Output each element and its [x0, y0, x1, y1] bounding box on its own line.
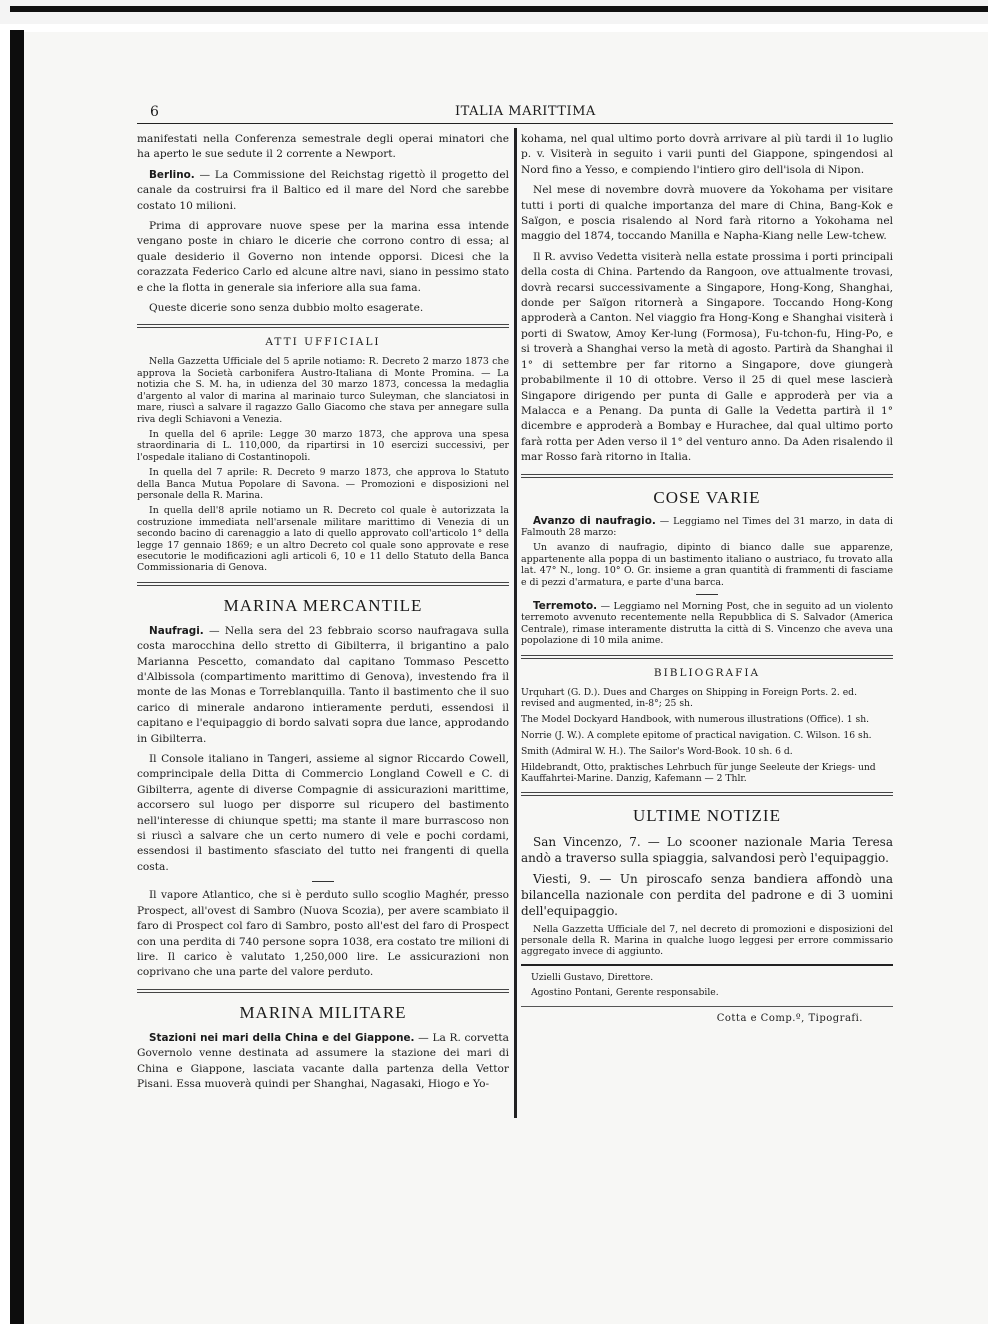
paragraph-text: — La R. corvetta Governolo venne destinata ad assumere la stazione dei mari di China e Giappone, lasciata vacante dalla partenza della Vettor Pisani. Essa muoverà quindi per Shanghai, Nagasaki, Hiogo e Yo- [137, 1031, 509, 1090]
lead-berlino: Berlino. [149, 168, 195, 181]
paragraph-small: In quella del 7 aprile: R. Decreto 9 marzo 1873, che approva lo Statuto della Banca Mutua Popolare di Savona. — Promozioni e disposizioni nel personale della R. Marina. [137, 467, 509, 501]
left-column [137, 132, 509, 1097]
lead-avanzo: Avanzo di naufragio. [533, 514, 656, 527]
paragraph-text: — La Commissione del Reichstag rigettò il progetto del canale da costruirsi fra il Baltico ed il mare del Nord che sarebbe costato 10 milioni. [137, 168, 509, 212]
column-divider [514, 128, 517, 1118]
section-heading-mercantile: MARINA MERCANTILE [223, 595, 423, 615]
paragraph [137, 1031, 509, 1093]
section-heading-ultime: ULTIME NOTIZIE [633, 805, 781, 825]
paragraph: manifestati nella Conferenza semestrale degli operai minatori che ha aperto le sue sedute il 2 corrente a Newport. [137, 133, 509, 161]
paragraph-small: In quella dell'8 aprile notiamo un R. Decreto col quale è autorizzata la costruzione immediata nell'arsenale militare marittimo di Venezia di un secondo bacino di carenaggio a lato di quello approvato coll'articolo 1° della legge 17 gennaio 1869; e un altro Decreto col quale sono approvate e rese esecutorie le modificazioni agli articoli 6, 10 e 11 dello Statuto della Banca Commissionaria di Genova. [137, 505, 509, 574]
paragraph: Nel mese di novembre dovrà muovere da Yokohama per visitare tutti i porti di qualche importanza del mare di China, Bang-Kok e Saïgon, e poscia risalendo al Nord farà ritorno a Yokohama nel maggio del 1874, toccando Manilla e Napha-Kiang nelle Lew-tchew. [521, 184, 893, 243]
scan-top-edge [0, 0, 988, 24]
paragraph-text: — Leggiamo nel Times del 31 marzo, in data di Falmouth 28 marzo: [521, 515, 893, 538]
gerente-credit: Agostino Pontani, Gerente responsabile. [531, 986, 719, 998]
lead-terremoto: Terremoto. [533, 599, 598, 612]
bibliography-entry: The Model Dockyard Handbook, with numerous illustrations (Office). 1 sh. [521, 713, 870, 725]
section-heading-militare: MARINA MILITARE [239, 1002, 407, 1022]
double-rule [137, 989, 509, 993]
short-rule [696, 594, 718, 595]
right-column [521, 132, 893, 1024]
director-credit: Uzielli Gustavo, Direttore. [531, 971, 654, 983]
printer-credit: Cotta e Comp.º, Tipografi. [716, 1012, 863, 1024]
page-number: 6 [150, 104, 159, 120]
paragraph-small: Nella Gazzetta Ufficiale del 7, nel decreto di promozioni e disposizioni del personale della R. Marina in qualche luogo leggesi per errore commissario aggregato invece di aggiunto. [521, 923, 893, 958]
paragraph: Il Console italiano in Tangeri, assieme al signor Riccardo Cowell, comprincipale della Ditta di Commercio Longland Cowell e C. di Gibilterra, agente di diverse Compagnie di assicurazioni marittime, accorsero sul luogo per disporre sul ricupero del bastimento nell'interesse di chiunque spetti; ma stante il mare burrascoso non si riuscì a salvare che un certo numero di vele e pochi cordami, essendosi il bastimento sfasciato del tutto nei frangenti di quella costa. [137, 753, 509, 873]
bibliography-entry: Norrie (J. W.). A complete epitome of practical navigation. C. Wilson. 16 sh. [521, 729, 872, 741]
lead-stazioni: Stazioni nei mari della China e del Giappone. [149, 1031, 415, 1044]
scan-top-bar [10, 6, 988, 12]
short-rule [312, 881, 334, 882]
paragraph: Queste dicerie sono senza dubbio molto esagerate. [149, 302, 424, 315]
paragraph: kohama, nel qual ultimo porto dovrà arrivare al più tardi il 1o luglio p. v. Visiterà in seguito i varii punti del Giappone, spingendosi al Nord fino a Yesso, e compiendo l'intiero giro dell'isola di Nipon. [521, 133, 893, 176]
lead-naufragi: Naufragi. [149, 624, 204, 637]
paragraph [137, 624, 509, 747]
paragraph-small: In quella del 6 aprile: Legge 30 marzo 1873, che approva una spesa straordinaria di L. 110,000, da ripartirsi in 10 esercizi successivi, per l'ospedale italiano di Costantinopoli. [137, 428, 509, 463]
paragraph-small: Nella Gazzetta Ufficiale del 5 aprile notiamo: R. Decreto 2 marzo 1873 che approva la Società carbonifera Austro-Italiana di Monte Promina. — La notizia che S. M. ha, in udienza del 30 marzo 1873, concessa la medaglia d'argento al valor di marina al marinaio turco Suleyman, che slanciatosi in mare, riuscì a salvare il ragazzo Gallo Giacomo che stava per annegare sulla riva degli Schiavoni a Venezia. [137, 356, 509, 425]
header-rule [137, 123, 893, 124]
scan-left-edge [10, 30, 24, 1324]
paragraph-small [521, 601, 893, 647]
double-rule [521, 792, 893, 796]
paragraph: Prima di approvare nuove spese per la marina essa intende vengano poste in chiaro le dicerie che corrono contro di essa; al quale desiderio il Governo non intende opporsi. Dicesi che la corazzata Federico Carlo ed alcune altre navi, siano in pessimo stato e che la flotta in generale sia inferiore alla sua fama. [137, 220, 509, 294]
double-rule [521, 655, 893, 659]
paragraph-text: — Nella sera del 23 febbraio scorso naufragava sulla costa marocchina dello stretto di Gibilterra, il brigantino a palo Marianna Pescetto, comandato dal capitano Tommaso Pescetto d'Albissola (compartimento marittimo di Genova), investendo fra il monte de las Monas e Torreblanquilla. Tanto il bastimento che il suo carico di minerale andarono intieramente perduti, essendosi il capitano e l'equipaggio di bordo salvati sopra due lance, approdando in Gibilterra. [137, 624, 509, 745]
running-title: ITALIA MARITTIMA [455, 104, 596, 119]
paragraph-small [521, 516, 893, 539]
section-heading-atti: ATTI UFFICIALI [265, 336, 381, 349]
paragraph: Il R. avviso Vedetta visiterà nella estate prossima i porti principali della costa di China. Partendo da Rangoon, ove attualmente trovasi, dovrà recarsi successivamente a Singapore, Hong-Kong, Shanghai, donde per Saïgon ritornerà a Singapore. Toccando Hong-Kong approderà a Canton. Nel viaggio fra Hong-Kong e Shanghai visiterà i porti di Swatow, Amoy Ker-lung (Formosa), Fu-tchon-fu, Hing-Po, e si troverà a Shanghai verso la metà di agosto. Partirà da Shanghai il 1° di settembre per far ritorno a Singapore, dove giungerà probabilmente il 10 di ottobre. Verso il 25 di quel mese lascierà Singapore dirigendo per punta di Galle e approderà per via a Malacca e a Penang. Da punta di Galle la Vedetta partirà il 1° dicembre e approderà a Bombay e Hurachee, dal qual ultimo porto farà rotta per Aden verso il 1° del venturo anno. Da Aden risalendo il mar Rosso farà ritorno in Italia. [521, 250, 893, 464]
double-rule [521, 474, 893, 478]
paragraph-large: Viesti, 9. — Un piroscafo senza bandiera affondò una bilancella nazionale con perdita del padrone e di 3 uomini dell'equipaggio. [521, 871, 893, 918]
paragraph-small: Un avanzo di naufragio, dipinto di bianco dalle sue apparenze, appartenente alla poppa di un bastimento italiano o austriaco, fu trovato alla lat. 47° N., long. 10° O. Gr. insieme a gran quantità di frammenti di fasciame e di pezzi d'armatura, e parte d'una barca. [521, 542, 893, 588]
paragraph: Il vapore Atlantico, che si è perduto sullo scoglio Maghér, presso Prospect, all'ovest di Sambro (Nuova Scozia), per avere scambiato il faro di Prospect col faro di Sambro, posto all'est del faro di Prospect con una perdita di 740 persone sopra 1038, era costato tre milioni di lire. Il carico è valutato 1,250,000 lire. Le assicurazioni non coprivano che una parte del valore perduto. [137, 889, 509, 979]
bibliography-entry: Urquhart (G. D.). Dues and Charges on Shipping in Foreign Ports. 2. ed. revised and augmented, in-8°; 25 sh. [521, 686, 857, 709]
section-heading-cose-varie: COSE VARIE [653, 487, 761, 507]
section-heading-bibliografia: BIBLIOGRAFIA [653, 666, 761, 679]
double-rule [137, 582, 509, 586]
paragraph-large: San Vincenzo, 7. — Lo scooner nazionale Maria Teresa andò a traverso sulla spiaggia, salvandosi però l'equipaggio. [521, 834, 893, 865]
single-rule [521, 1006, 893, 1007]
paragraph [137, 168, 509, 214]
double-rule [137, 324, 509, 328]
bibliography-entry: Hildebrandt, Otto, praktisches Lehrbuch für junge Seeleute der Kriegs- und Kauffahrtei-Marine. Danzig, Kafemann — 2 Thlr. [521, 761, 876, 784]
paragraph-text: — Leggiamo nel Morning Post, che in seguito ad un violento terremoto avvenuto recentemente nella Repubblica di S. Salvador (America Centrale), rimase interamente distrutta la città di S. Vincenzo che aveva una popolazione di 10 mila anime. [521, 600, 893, 647]
bibliography-entry: Smith (Admiral W. H.). The Sailor's Word-Book. 10 sh. 6 d. [521, 745, 793, 757]
heavy-rule [521, 964, 893, 966]
